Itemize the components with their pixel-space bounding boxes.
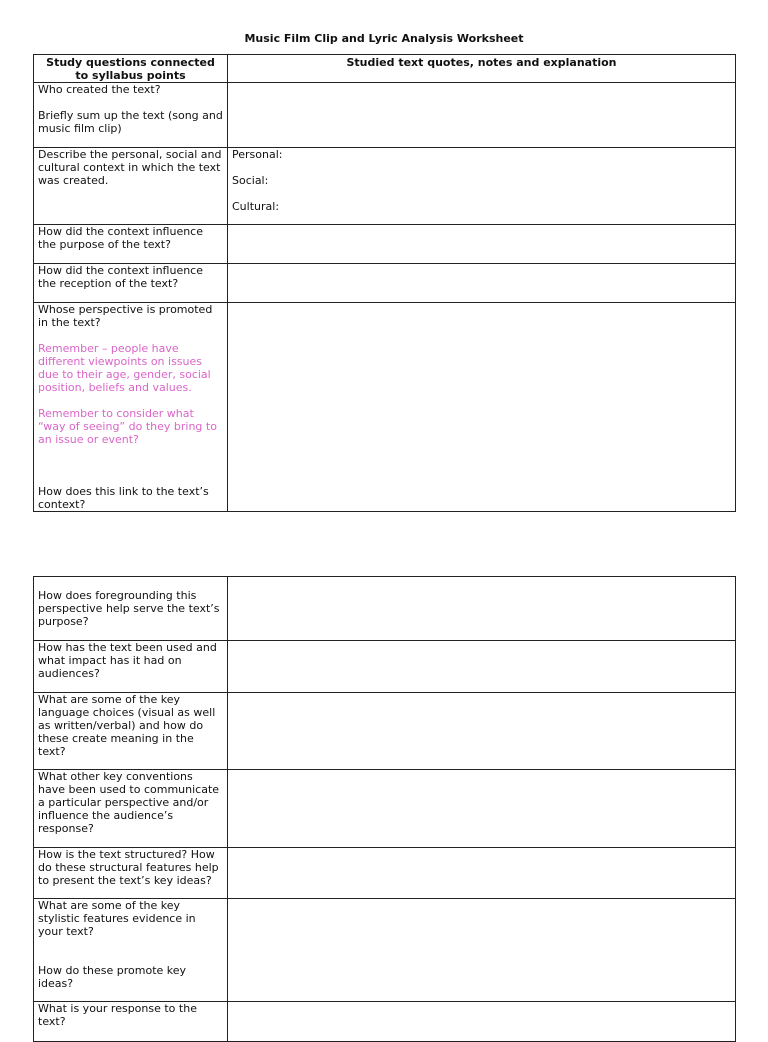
question-text: How does this link to the text’s context? (38, 485, 209, 511)
question-text: How did the context influence the purpose of the text? (38, 225, 203, 251)
table-row (34, 83, 736, 148)
table-row (34, 264, 736, 303)
table-row (34, 848, 736, 899)
question-text: How has the text been used and what impact has it had on audiences? (38, 641, 217, 680)
table-row (34, 899, 736, 1002)
answer-cell[interactable] (228, 770, 736, 848)
answer-cell[interactable] (228, 264, 736, 303)
question-text: What are some of the key language choices (visual as well as written/verbal) and how do these create meaning in the text? (38, 693, 216, 758)
question-cell (34, 148, 228, 225)
question-cell (34, 1002, 228, 1042)
answer-cell[interactable] (228, 693, 736, 770)
answer-cell[interactable] (228, 148, 736, 225)
question-cell (34, 303, 228, 512)
reminder-note: Remember to consider what “way of seeing” do they bring to an issue or event? (38, 407, 217, 446)
question-text: How is the text structured? How do these structural features help to present the text’s key ideas? (38, 848, 219, 887)
answer-cell[interactable] (228, 1002, 736, 1042)
table-row (34, 225, 736, 264)
table-row (34, 770, 736, 848)
table-row (34, 148, 736, 225)
question-cell (34, 577, 228, 641)
page-title: Music Film Clip and Lyric Analysis Worksheet (244, 32, 524, 45)
question-cell (34, 848, 228, 899)
question-cell (34, 83, 228, 148)
question-cell (34, 641, 228, 693)
question-text: Describe the personal, social and cultural context in which the text was created. (38, 148, 222, 187)
header-studied-text: Studied text quotes, notes and explanation (228, 55, 736, 83)
answer-cell[interactable] (228, 577, 736, 641)
question-text: How does foregrounding this perspective help serve the text’s purpose? (38, 589, 220, 628)
answer-label-social: Social: (232, 174, 269, 187)
worksheet-table-2 (33, 576, 736, 1042)
question-text: Whose perspective is promoted in the text? (38, 303, 213, 329)
answer-cell[interactable] (228, 225, 736, 264)
reminder-note: Remember – people have different viewpoints on issues due to their age, gender, social position, beliefs and values. (38, 342, 211, 394)
table-row (34, 1002, 736, 1042)
question-text: What is your response to the text? (38, 1002, 197, 1028)
table-row (34, 693, 736, 770)
question-cell (34, 899, 228, 1002)
question-cell (34, 264, 228, 303)
question-text: Briefly sum up the text (song and music film clip) (38, 109, 223, 135)
answer-cell[interactable] (228, 899, 736, 1002)
table-row (34, 641, 736, 693)
question-text: What are some of the key stylistic features evidence in your text? (38, 899, 196, 938)
question-text: How do these promote key ideas? (38, 964, 187, 990)
question-text: Who created the text? (38, 83, 161, 96)
question-cell (34, 693, 228, 770)
answer-cell[interactable] (228, 641, 736, 693)
answer-label-cultural: Cultural: (232, 200, 280, 213)
question-text: What other key conventions have been used to communicate a particular perspective and/or influence the audience’s response? (38, 770, 220, 835)
answer-cell[interactable] (228, 303, 736, 512)
header-study-questions: Study questions connected to syllabus points (34, 55, 228, 83)
answer-cell[interactable] (228, 83, 736, 148)
table-row (34, 577, 736, 641)
header-row (34, 55, 736, 83)
question-cell (34, 225, 228, 264)
answer-cell[interactable] (228, 848, 736, 899)
question-cell (34, 770, 228, 848)
worksheet-table-1 (33, 54, 736, 512)
answer-label-personal: Personal: (232, 148, 283, 161)
question-text: How did the context influence the reception of the text? (38, 264, 203, 290)
table-row (34, 303, 736, 512)
